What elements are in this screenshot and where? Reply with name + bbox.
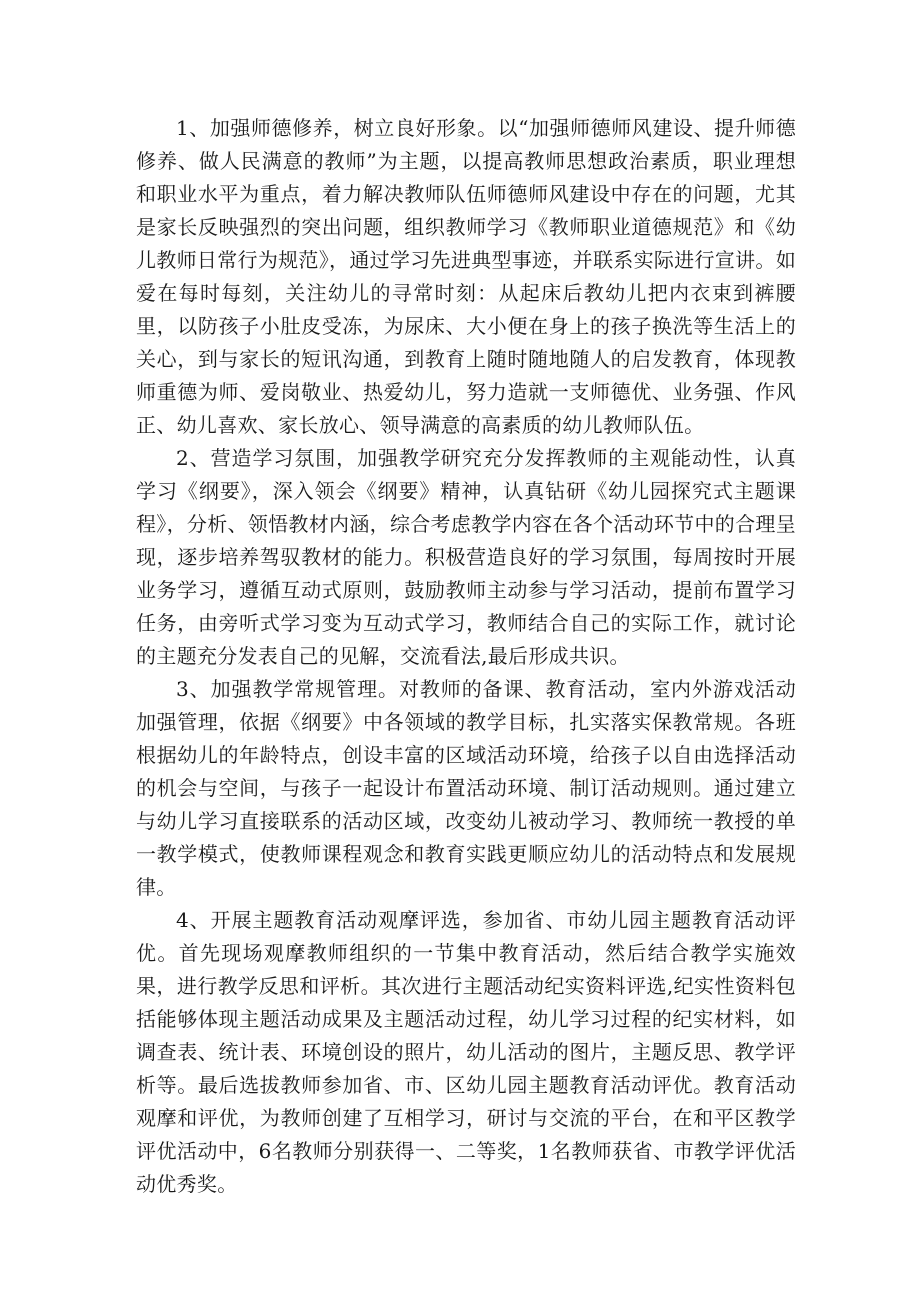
document-body <box>136 112 796 1201</box>
paragraph-3: 3、加强教学常规管理。对教师的备课、教育活动，室内外游戏活动加强管理，依据《纲要》中各领域的教学目标，扎实落实保教常规。各班根据幼儿的年龄特点，创设丰富的区域活动环境，给孩子以自由选择活动的机会与空间，与孩子一起设计布置活动环境、制订活动规则。通过建立与幼儿学习直接联系的活动区域，改变幼儿被动学习、教师统一教授的单一教学模式，使教师课程观念和教育实践更顺应幼儿的活动特点和发展规律。 <box>136 677 796 899</box>
paragraph-2: 2、营造学习氛围，加强教学研究充分发挥教师的主观能动性，认真学习《纲要》，深入领会《纲要》精神，认真钻研《幼儿园探究式主题课程》，分析、领悟教材内涵，综合考虑教学内容在各个活动环节中的合理呈现，逐步培养驾驭教材的能力。积极营造良好的学习氛围，每周按时开展业务学习，遵循互动式原则，鼓励教师主动参与学习活动，提前布置学习任务，由旁听式学习变为互动式学习，教师结合自己的实际工作，就讨论的主题充分发表自己的见解，交流看法,最后形成共识。 <box>136 446 796 668</box>
paragraph-1: 1、加强师德修养，树立良好形象。以“加强师德师风建设、提升师德修养、做人民满意的教师”为主题，以提高教师思想政治素质，职业理想和职业水平为重点，着力解决教师队伍师德师风建设中存在的问题，尤其是家长反映强烈的突出问题，组织教师学习《教师职业道德规范》和《幼儿教师日常行为规范》，通过学习先进典型事迹，并联系实际进行宣讲。如爱在每时每刻，关注幼儿的寻常时刻：从起床后教幼儿把内衣束到裤腰里，以防孩子小肚皮受冻，为尿床、大小便在身上的孩子换洗等生活上的关心，到与家长的短讯沟通，到教育上随时随地随人的启发教育，体现教师重德为师、爱岗敬业、热爱幼儿，努力造就一支师德优、业务强、作风正、幼儿喜欢、家长放心、领导满意的高素质的幼儿教师队伍。 <box>136 116 796 437</box>
paragraph-4: 4、开展主题教育活动观摩评选，参加省、市幼儿园主题教育活动评优。首先现场观摩教师组织的一节集中教育活动，然后结合教学实施效果，进行教学反思和评析。其次进行主题活动纪实资料评选,纪实性资料包括能够体现主题活动成果及主题活动过程，幼儿学习过程的纪实材料，如调查表、统计表、环境创设的照片，幼儿活动的图片，主题反思、教学评析等。最后选拔教师参加省、市、区幼儿园主题教育活动评优。教育活动观摩和评优，为教师创建了互相学习，研讨与交流的平台，在和平区教学评优活动中，6名教师分别获得一、二等奖，1名教师获省、市教学评优活动优秀奖。 <box>136 908 796 1196</box>
